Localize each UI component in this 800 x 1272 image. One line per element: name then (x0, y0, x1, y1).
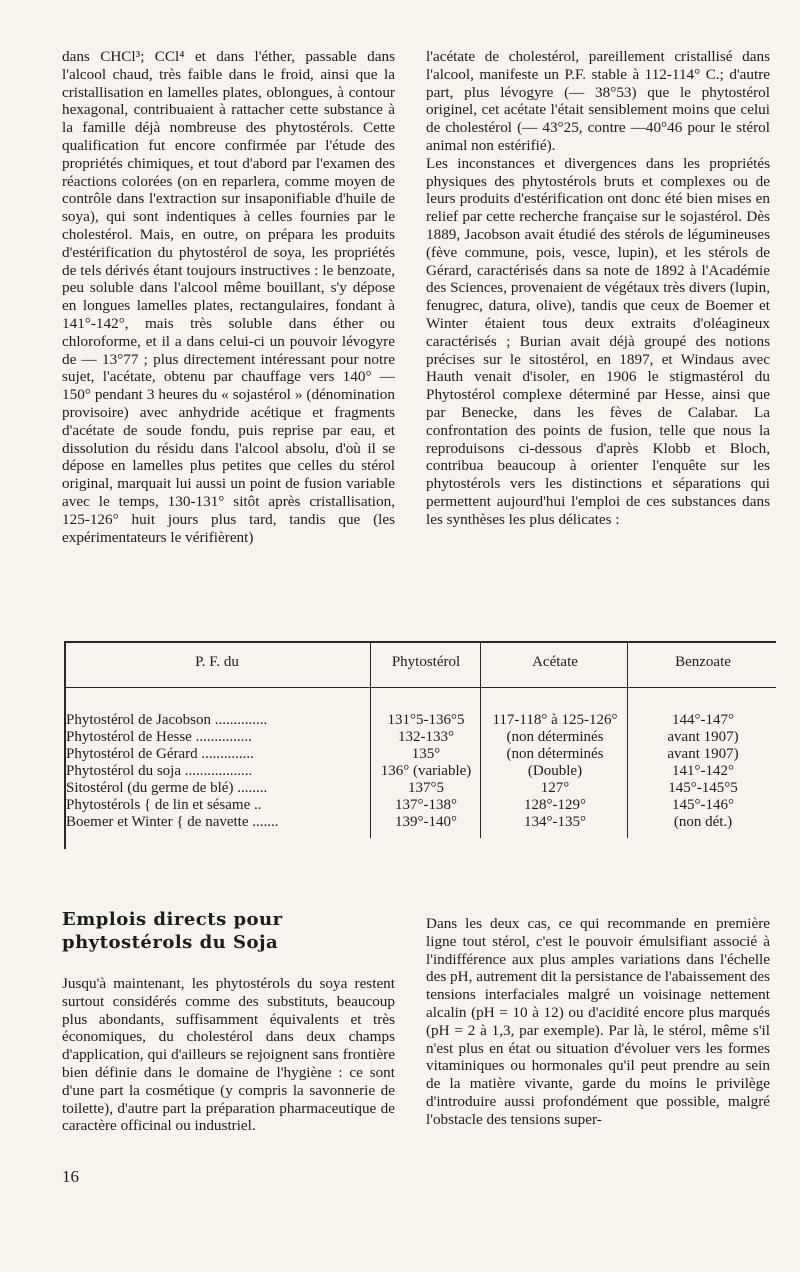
table-cell: (non déterminés (506, 729, 604, 745)
table-header: Phytostérol (391, 654, 461, 670)
paragraph: Les inconstances et divergences dans les propriétés physiques des phytostérols bruts et complexes ou de leurs produits d'estérification ont donc été bien mises en relief par cette recherche française sur le sojastérol. Dès 1889, Jacobson avait étudié des stérols de légumineuses (fève commune, pois, vesce, lupin), et les stérols de Gérard, caractérisés dans sa note de 1892 à l'Académie des Sciences, provenaient de végétaux très divers (lupin, fenugrec, datura, olive), tandis que ceux de Boemer et Winter étaient tous deux extraits d'oléagineux caractérisés ; Burian avait déjà groupé des notions précises sur le sitostérol, en 1897, et Windaus avec Hauth venait d'isoler, en 1906 le stigmastérol du Phytostérol complexe déterminé par Hesse, ainsi que par Benecke, dans les fèves de Calabar. La confrontation des points de fusion, telle que nous la reproduisons ci-dessous d'après Klobb et Bloch, contribua beaucoup à orienter l'enquête sur les phytostérols vers les distinctions et séparations qui permettent aujourd'hui l'emploi de ces substances dans les synthèses les plus délicates : (426, 154, 770, 528)
table-header: Benzoate (675, 654, 731, 670)
paragraph: Dans les deux cas, ce qui recommande en première ligne tout stérol, c'est le pouvoir émulsifiant associé à l'indifférence aux plus amples variations dans l'échelle des pH, autrement dit la persistance de l'abaissement des tensions interfaciales malgré un voisinage nettement alcalin (pH = 10 à 12) ou d'acidité encore plus marqués (pH = 2 à 1,3, par exemple). Par là, le stérol, même s'il n'est plus en état ou situation d'évoluer vers les formes vitaminiques ou hormonales qu'il peut prendre au sein de la matière vivante, garde du moins le privilège d'introduire aussi profondément que possible, malgré l'obstacle des tensions super- (426, 915, 770, 1128)
text-column-top-right (426, 48, 770, 529)
melting-point-table (64, 641, 776, 849)
text-column-bottom-left (62, 975, 395, 1135)
page-number: 16 (62, 1167, 79, 1186)
table-row (64, 712, 776, 729)
table-cell: Phytostérols { de lin et sésame .. (66, 797, 262, 813)
table-cell: 134°-135° (524, 814, 586, 830)
table-header: P. F. du (195, 654, 239, 670)
table-row (64, 729, 776, 746)
table-cell: 117-118° à 125-126° (492, 712, 618, 728)
table-cell: 141°-142° (672, 763, 734, 779)
table-cell: 145°-146° (672, 797, 734, 813)
text-column-bottom-right (426, 915, 770, 1129)
table-cell: (non dét.) (673, 814, 733, 830)
table-cell: 128°-129° (524, 797, 586, 813)
text-column-top-left (62, 48, 395, 546)
table-cell: Sitostérol (du germe de blé) ........ (66, 780, 268, 796)
table-row (64, 814, 776, 831)
table-row (64, 763, 776, 780)
table-cell: 132-133° (398, 729, 454, 745)
table-cell: Phytostérol du soja .................. (66, 763, 253, 779)
table-cell: 135° (411, 746, 441, 762)
table-cell: 136° (variable) (380, 763, 472, 779)
table-cell: Phytostérol de Gérard .............. (66, 746, 254, 762)
table-cell: Phytostérol de Hesse ............... (66, 729, 252, 745)
table-header: Acétate (532, 654, 578, 670)
table-cell: 127° (540, 780, 570, 796)
paragraph: l'acétate de cholestérol, pareillement cristallisé dans l'alcool, manifeste un P.F. stable à 112-114° C.; d'autre part, plus lévogyre (— 38°53) que le phytostérol originel, cet acétate l'était sensiblement moins que celui de cholestérol (— 43°25, contre —40°46 pour le stérol animal non estérifié). (426, 48, 770, 154)
table-cell: 144°-147° (672, 712, 734, 728)
table-cell: 137°5 (408, 780, 444, 796)
table-cell: 139°-140° (395, 814, 457, 830)
table-cell: (Double) (527, 763, 583, 779)
table-cell: 145°-145°5 (668, 780, 738, 796)
table-cell: avant 1907) (667, 746, 739, 762)
table-cell: avant 1907) (667, 729, 739, 745)
section-heading: Emplois directs pour phytostérols du Soja (62, 909, 283, 953)
table-row (64, 797, 776, 814)
table-cell: Phytostérol de Jacobson .............. (66, 712, 268, 728)
table-cell: 131°5-136°5 (387, 712, 465, 728)
paragraph: dans CHCl³; CCl⁴ et dans l'éther, passable dans l'alcool chaud, très faible dans le froid, ainsi que la cristallisation en lamelles plates, oblongues, à contour hexagonal, contribuaient à rattacher cette substance à la famille déjà nombreuse des phytostérols. Cette qualification fut encore confirmée par l'étude des propriétés chimiques, et tout d'abord par l'examen des réactions colorées (on en reparlera, comme moyen de contrôle dans l'extraction sur insaponifiable d'huile de soya), qui sont indentiques à celles fournies par le cholestérol. Mais, en outre, on prépara les produits d'estérification du phytostérol de soya, les propriétés de tels dérivés étant toujours instructives : le benzoate, peu soluble dans l'alcool même bouillant, s'y dépose en longues lamelles plates, rectangulaires, fondant à 141°-142°, mais très soluble dans éther ou chloroforme, et il a dans celui-ci un pouvoir lévogyre de — 13°77 ; plus directement intéressant pour notre sujet, l'acétate, obtenu par chauffage vers 140° — 150° pendant 3 heures du « sojastérol » (dénomination provisoire) avec anhydride acétique et fragments d'acétate de soude fondu, puis reprise par eau, et dissolution du résidu dans l'alcool absolu, d'où il se dépose en lamelles plus petites que celles du stérol original, marquait lui aussi un point de fusion variable avec le temps, 130-131° sitôt après cristallisation, 125-126° huit jours plus tard, tandis que (les expérimentateurs le vérifièrent) (62, 48, 395, 546)
table-row (64, 746, 776, 763)
table-cell: 137°-138° (395, 797, 457, 813)
table-header-rule (64, 687, 776, 688)
table-top-rule (64, 641, 776, 643)
table-cell: Boemer et Winter { de navette ....... (66, 814, 279, 830)
paragraph: Jusqu'à maintenant, les phytostérols du soya restent surtout considérés comme des substituts, beaucoup plus abondants, suffisamment équivalents et très économiques, du cholestérol dans deux champs d'application, qui d'ailleurs se rejoignent sans frontière bien définie dans le domaine de l'hygiène : ce sont d'une part la cosmétique (y compris la savonnerie de toilette), d'autre part la préparation pharmaceutique de caractère officinal ou industriel. (62, 975, 395, 1135)
table-cell: (non déterminés (506, 746, 604, 762)
table-row (64, 780, 776, 797)
